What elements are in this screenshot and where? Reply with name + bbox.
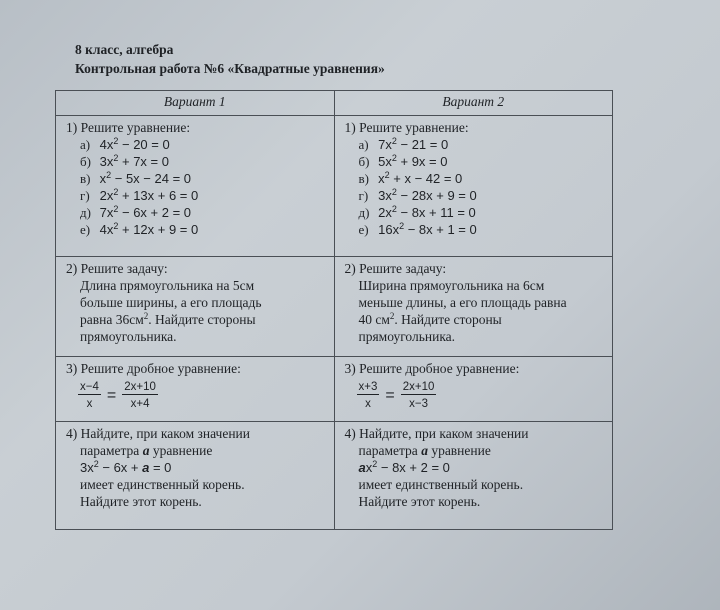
problem-text: Ширина прямоугольника на 6см меньше длины, а его площадь равна 40 $см^2$. Найдите стороны прямоугольника.	[358, 278, 567, 344]
fraction-left: $\frac{x+3}{x}$	[358, 381, 378, 410]
task-title: 4) Найдите, при каком значении	[66, 426, 250, 441]
fraction-right: $\frac{2x+10}{x+4}$	[124, 381, 156, 410]
task-title: 1) Решите уравнение:	[344, 120, 469, 135]
header	[75, 40, 385, 78]
v1-task-2	[56, 257, 335, 357]
equation-item: г) $2x^2 + 13x + 6 = 0$	[80, 187, 199, 203]
parameter-equation: $3x^2 - 6x + a = 0$	[80, 459, 172, 475]
task-title: 3) Решите дробное уравнение:	[344, 361, 520, 376]
v1-task-1	[56, 116, 335, 257]
v2-task-2	[334, 257, 613, 357]
task-title: 2) Решите задачу:	[66, 261, 168, 276]
equation-list	[80, 136, 326, 238]
task-title: 1) Решите уравнение:	[66, 120, 191, 135]
equation-item: д) $2x^2 - 8x + 11 = 0$	[358, 204, 476, 220]
task-title: 2) Решите задачу:	[344, 261, 447, 276]
v2-task-1	[334, 116, 613, 257]
grade-subject: 8 класс, алгебра	[75, 42, 174, 57]
equation-item: г) $3x^2 - 28x + 9 = 0$	[358, 187, 477, 203]
equation-item: д) $7x^2 - 6x + 2 = 0$	[80, 204, 192, 220]
equation-item: в) $x^2 + x - 42 = 0$	[358, 170, 463, 186]
problem-text: Длина прямоугольника на 5см больше ширины, а его площадь равна $36см^2$. Найдите стороны прямоугольника.	[80, 278, 262, 344]
fraction-equation: $\frac{x-4}{x}$ = $\frac{2x+10}{x+4}$	[80, 381, 156, 410]
fraction-right: $\frac{2x+10}{x-3}$	[402, 381, 435, 410]
v2-task-3	[334, 357, 613, 422]
fraction-equation: $\frac{x+3}{x}$ = $\frac{2x+10}{x-3}$	[358, 381, 435, 410]
test-title: Контрольная работа №6 «Квадратные уравнения»	[75, 61, 385, 76]
variant-1-header: Вариант 1	[56, 91, 335, 116]
equation-item: е) $4x^2 + 12x + 9 = 0$	[80, 221, 199, 237]
problem-text: параметра a уравнение $ax^2 - 8x + 2 = 0$ имеет единственный корень. Найдите этот корень.	[359, 442, 605, 510]
equation-item: е) $16x^2 - 8x + 1 = 0$	[358, 221, 477, 237]
problem-text: параметра a уравнение $3x^2 - 6x + a = 0$ имеет единственный корень. Найдите этот корень.	[80, 442, 326, 510]
equation-item: а) $7x^2 - 21 = 0$	[358, 136, 449, 152]
equation-item: б) $3x^2 + 7x = 0$	[80, 153, 169, 169]
equation-list	[359, 136, 605, 238]
equation-item: б) $5x^2 + 9x = 0$	[358, 153, 448, 169]
equation-item: а) $4x^2 - 20 = 0$	[80, 136, 170, 152]
variants-table	[55, 90, 613, 530]
v1-task-4	[56, 422, 335, 530]
parameter-equation: $ax^2 - 8x + 2 = 0$	[358, 459, 450, 475]
task-title: 3) Решите дробное уравнение:	[66, 361, 241, 376]
equation-item: в) $x^2 - 5x - 24 = 0$	[80, 170, 192, 186]
v2-task-4	[334, 422, 613, 530]
fraction-left: $\frac{x-4}{x}$	[80, 381, 99, 410]
variant-2-header: Вариант 2	[334, 91, 613, 116]
v1-task-3	[56, 357, 335, 422]
task-title: 4) Найдите, при каком значении	[344, 426, 529, 441]
